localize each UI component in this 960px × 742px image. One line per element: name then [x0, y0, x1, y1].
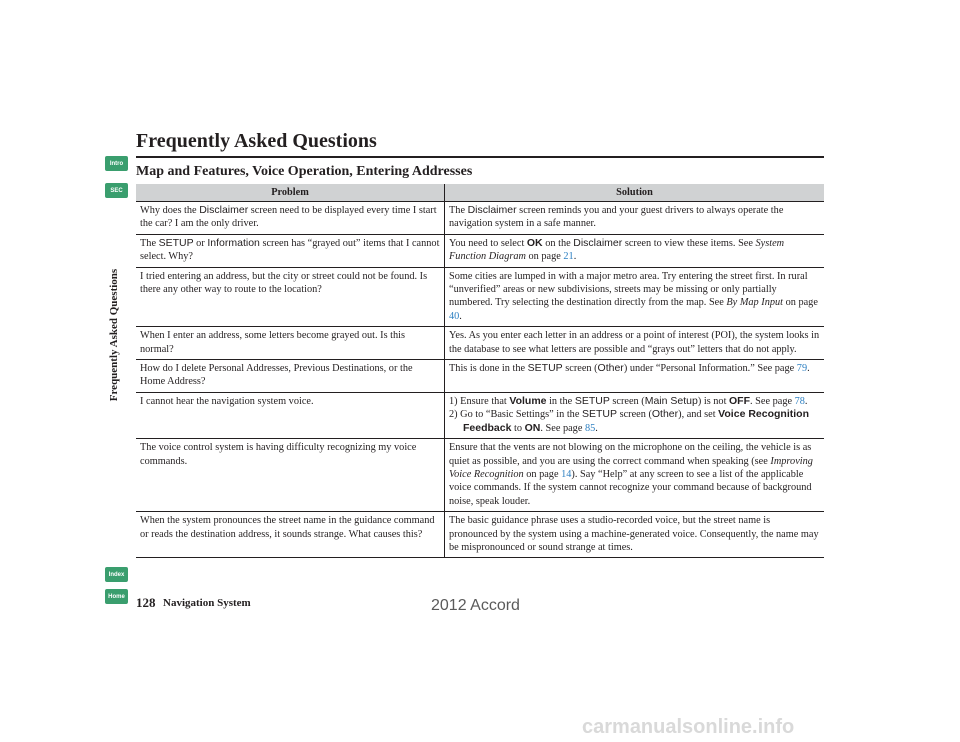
solution-cell — [445, 267, 825, 327]
solution-text: . — [595, 422, 598, 434]
solution-text: Yes. As you enter each letter in an address or a point of interest (POI), the system looks in the database to see what letters are possible and “grays out” letters that do not apply. — [449, 330, 820, 355]
problem-text: The — [140, 237, 159, 249]
section-title: Map and Features, Voice Operation, Entering Addresses — [136, 164, 473, 179]
problem-cell — [136, 512, 445, 558]
solution-cell — [445, 234, 825, 267]
problem-text: or — [193, 237, 208, 249]
page-title: Frequently Asked Questions — [136, 130, 377, 152]
ui-term: SETUP — [581, 408, 617, 421]
problem-cell — [136, 392, 445, 438]
solution-text: ), and set — [678, 409, 719, 421]
ui-term-bold: OFF — [729, 394, 751, 407]
solution-text: The basic guidance phrase uses a studio-recorded voice, but the street name is pronounced by the system using a machine-generated voice. Consequently, the name may be mispronounced or sound strange at times. — [449, 515, 819, 553]
solution-text: to — [511, 422, 525, 434]
solution-text: on the — [542, 237, 574, 249]
solution-cell — [445, 439, 825, 512]
table-row — [136, 202, 824, 235]
solution-text: You need to select — [449, 237, 527, 249]
solution-cell — [445, 327, 825, 360]
problem-text: The voice control system is having difficulty recognizing my voice commands. — [140, 442, 417, 467]
table-row — [136, 360, 824, 393]
column-header-problem: Problem — [136, 184, 445, 202]
solution-text: ) is not — [697, 395, 730, 407]
page-link[interactable]: 14 — [561, 468, 572, 480]
watermark: carmanualsonline.info — [582, 716, 795, 738]
page-link[interactable]: 85 — [584, 422, 596, 434]
solution-text: This is done in the — [449, 363, 528, 375]
problem-text: screen has “grayed out” items that I cannot select. Why? — [140, 237, 440, 263]
page-link[interactable]: 79 — [796, 363, 808, 375]
footer-section-name: Navigation System — [163, 597, 251, 609]
solution-text: 1) Ensure that — [449, 395, 510, 407]
ui-term: SETUP — [158, 236, 194, 249]
problem-text: screen need to be displayed every time I start the car? I am the only driver. — [140, 205, 437, 230]
problem-cell — [136, 202, 445, 235]
ui-term-bold: Volume — [509, 394, 547, 407]
sec-tab[interactable]: SEC — [105, 183, 128, 198]
problem-text: When I enter an address, some letters become grayed out. Is this normal? — [140, 330, 406, 355]
solution-text: Ensure that the vents are not blowing on the microphone on the ceiling, the vehicle is as quiet as possible, and you are using the correct command when speaking (see — [449, 442, 812, 467]
ui-term: Information — [207, 236, 260, 249]
problem-cell — [136, 327, 445, 360]
solution-text: . — [807, 363, 810, 375]
solution-step-2 — [449, 408, 820, 435]
solution-text: screen ( — [617, 409, 652, 421]
solution-text: . See page — [540, 422, 585, 434]
solution-cell — [445, 202, 825, 235]
page-number: 128 — [136, 595, 156, 610]
reference-title: By Map Input — [726, 297, 784, 309]
problem-cell — [136, 234, 445, 267]
solution-text: . See page — [750, 395, 795, 407]
solution-text: on page — [523, 468, 562, 480]
solution-text: screen ( — [562, 363, 598, 375]
problem-text: How do I delete Personal Addresses, Previous Destinations, or the Home Address? — [140, 363, 413, 388]
ui-term: Other — [597, 362, 624, 375]
page-link[interactable]: 21 — [563, 251, 574, 263]
solution-step-1 — [449, 395, 820, 408]
problem-cell — [136, 360, 445, 393]
solution-text: screen reminds you and your guest drivers to always operate the navigation system in a safe manner. — [449, 205, 784, 230]
solution-text: ). Say “Help” at any screen to see a list of the applicable voice commands. If the system cannot recognize your command because of background noise, speak louder. — [449, 468, 812, 507]
table-header-row — [136, 184, 824, 202]
ui-term-bold: ON — [524, 421, 541, 434]
solution-text: Some cities are lumped in with a major metro area. Try entering the street first. In rural “unverified” areas or new subdivisions, streets may be missing or only partially numbered. Try selecting the destination directly from the map. See — [449, 270, 808, 309]
reference-title: System Function Diagram — [449, 237, 785, 263]
vertical-section-label: Frequently Asked Questions — [108, 268, 120, 402]
ui-term: SETUP — [574, 394, 610, 407]
solution-text: . — [459, 310, 462, 322]
solution-text: screen to view these items. See — [622, 237, 756, 249]
ui-term: Disclaimer — [199, 204, 249, 216]
ui-term: Disclaimer — [467, 204, 517, 216]
home-tab[interactable]: Home — [105, 589, 128, 604]
ui-term: Disclaimer — [573, 236, 623, 249]
solution-text: on page — [525, 251, 564, 263]
solution-text: . — [804, 395, 808, 407]
solution-cell — [445, 392, 825, 438]
ui-term-bold: OK — [526, 236, 543, 249]
table-row — [136, 267, 824, 327]
table-row — [136, 327, 824, 360]
solution-text: . — [573, 251, 577, 263]
table-row — [136, 392, 824, 438]
solution-text: screen ( — [609, 395, 645, 407]
problem-text: I tried entering an address, but the city or street could not be found. Is there any other way to route to the location? — [140, 270, 428, 296]
reference-title: Improving Voice Recognition — [449, 455, 813, 480]
intro-tab[interactable]: Intro — [105, 156, 128, 171]
problem-text: When the system pronounces the street name in the guidance command or reads the destination address, it sounds strange. What causes this? — [140, 515, 435, 540]
solution-cell — [445, 360, 825, 393]
table-row — [136, 234, 824, 267]
model-name: 2012 Accord — [431, 597, 520, 614]
index-tab[interactable]: Index — [105, 567, 128, 582]
table-row — [136, 439, 824, 512]
column-header-solution: Solution — [445, 184, 825, 202]
page-link[interactable]: 78 — [794, 395, 805, 407]
ui-term: Other — [651, 408, 679, 421]
solution-text: in the — [546, 395, 575, 407]
ui-term: Main Setup — [644, 394, 698, 407]
solution-cell — [445, 512, 825, 558]
title-divider — [136, 156, 824, 158]
solution-text: The — [449, 205, 468, 216]
faq-table — [136, 184, 824, 558]
problem-text: I cannot hear the navigation system voice. — [140, 395, 314, 407]
solution-text: 2) Go to “Basic Settings” in the — [449, 409, 582, 421]
problem-cell — [136, 267, 445, 327]
ui-term: SETUP — [527, 362, 563, 375]
solution-text: on page — [783, 297, 818, 309]
page-link[interactable]: 40 — [449, 310, 460, 322]
table-row — [136, 512, 824, 558]
solution-text: ) under “Personal Information.” See page — [623, 363, 797, 375]
problem-text: Why does the — [140, 205, 200, 216]
ui-term-bold: Voice Recognition Feedback — [463, 408, 809, 434]
problem-cell — [136, 439, 445, 512]
